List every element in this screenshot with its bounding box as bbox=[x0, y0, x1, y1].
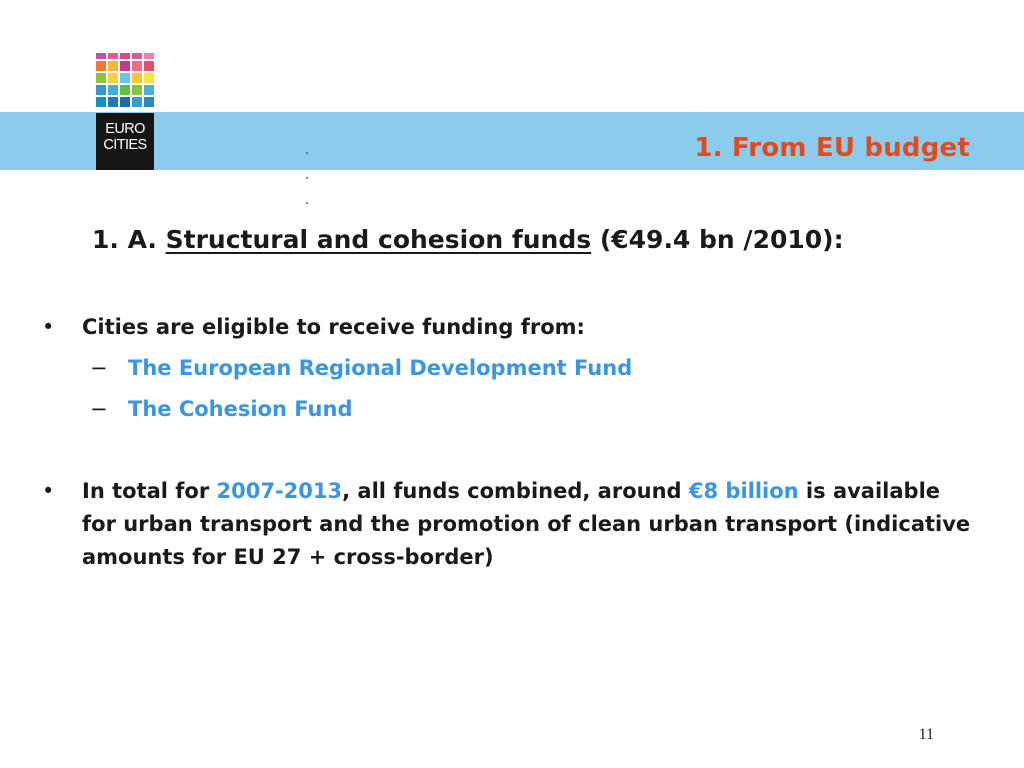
dot-3 bbox=[306, 202, 308, 204]
mosaic-tile bbox=[108, 53, 118, 59]
mosaic-tile bbox=[96, 85, 106, 95]
page-number: 11 bbox=[918, 726, 934, 743]
sub-bullet-item bbox=[40, 352, 980, 385]
logo-mosaic-icon bbox=[96, 53, 154, 109]
bullet-list-eligibility bbox=[40, 311, 980, 426]
mosaic-tile bbox=[96, 53, 106, 59]
bullet-text-part1: In total for bbox=[82, 479, 217, 503]
eurocities-logo bbox=[96, 53, 154, 170]
bullet-text-part2: , all funds combined, around bbox=[342, 479, 689, 503]
dash-glyph: − bbox=[90, 397, 108, 421]
mosaic-tile bbox=[144, 61, 154, 71]
mosaic-tile bbox=[96, 61, 106, 71]
section-subheading bbox=[92, 225, 844, 254]
dash-glyph: − bbox=[90, 356, 108, 380]
mosaic-tile bbox=[108, 73, 118, 83]
subheading-prefix: 1. A. bbox=[92, 225, 166, 254]
mosaic-tile bbox=[96, 73, 106, 83]
bullet-text bbox=[82, 479, 970, 569]
mosaic-tile bbox=[96, 97, 106, 107]
sub-bullet-text: The Cohesion Fund bbox=[128, 397, 353, 421]
mosaic-tile bbox=[132, 53, 142, 59]
mosaic-tile bbox=[120, 97, 130, 107]
mosaic-tile bbox=[132, 61, 142, 71]
mosaic-tile bbox=[132, 97, 142, 107]
mosaic-tile bbox=[144, 85, 154, 95]
subheading-underlined: Structural and cohesion funds bbox=[165, 225, 592, 254]
highlight-amount: €8 billion bbox=[688, 479, 799, 503]
mosaic-tile bbox=[144, 53, 154, 59]
logo-text-line1: EURO bbox=[105, 121, 145, 137]
mosaic-tile bbox=[144, 73, 154, 83]
mosaic-tile bbox=[144, 97, 154, 107]
sub-bullet-item bbox=[40, 393, 980, 426]
bullet-glyph: • bbox=[42, 315, 55, 339]
mosaic-tile bbox=[132, 85, 142, 95]
bullet-text: Cities are eligible to receive funding from: bbox=[82, 315, 585, 339]
sub-bullet-text: The European Regional Development Fund bbox=[128, 356, 633, 380]
mosaic-tile bbox=[120, 73, 130, 83]
bullet-item bbox=[40, 311, 980, 344]
logo-text-line2: CITIES bbox=[103, 137, 147, 153]
mosaic-tile bbox=[132, 73, 142, 83]
highlight-years: 2007-2013 bbox=[216, 479, 343, 503]
mosaic-tile bbox=[120, 61, 130, 71]
mosaic-tile bbox=[108, 61, 118, 71]
dot-1 bbox=[306, 152, 308, 154]
bullet-glyph: • bbox=[42, 479, 55, 503]
decorative-dots bbox=[306, 152, 314, 227]
bullet-item bbox=[40, 475, 980, 574]
mosaic-tile bbox=[108, 85, 118, 95]
mosaic-tile bbox=[120, 85, 130, 95]
subheading-suffix: (€49.4 bn /2010): bbox=[591, 225, 844, 254]
bullet-list-total bbox=[40, 475, 980, 574]
mosaic-tile bbox=[108, 97, 118, 107]
bullet-text-part3: is available for urban transport and the promotion of clean urban transport (indicative amounts for EU 27 + cross-border) bbox=[82, 479, 971, 569]
dot-2 bbox=[306, 177, 308, 179]
slide-title: 1. From EU budget bbox=[694, 133, 970, 163]
mosaic-tile bbox=[120, 53, 130, 59]
